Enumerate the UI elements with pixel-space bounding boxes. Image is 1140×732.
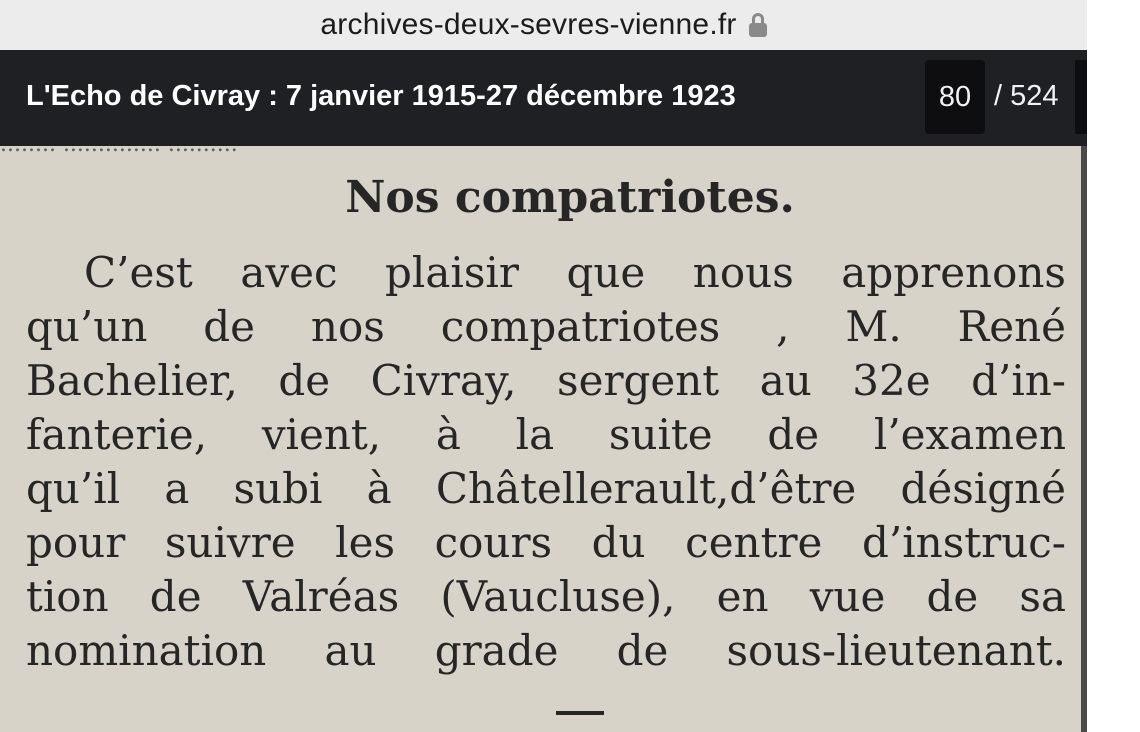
previous-article-bleed: ........ .............. ..........	[0, 132, 238, 157]
article-line: tion de Valréas (Vaucluse), en vue de sa	[26, 572, 1066, 621]
page-edge	[1081, 146, 1087, 732]
article-headline: Nos compatriotes.	[345, 172, 795, 223]
page-number-input[interactable]: 80	[925, 60, 985, 134]
browser-url-bar[interactable]	[0, 0, 1087, 50]
toolbar-edge	[1075, 60, 1087, 134]
article-line: fanterie, vient, à la suite de l’examen	[26, 410, 1066, 459]
article-line: qu’il a subi à Châtellerault,d’être désigné	[26, 464, 1066, 513]
newspaper-scan	[0, 132, 1087, 732]
article-line: nomination au grade de sous-lieutenant.	[26, 626, 1066, 675]
section-divider	[556, 711, 604, 715]
lock-icon	[749, 13, 767, 37]
document-title: L'Echo de Civray : 7 janvier 1915-27 décembre 1923	[26, 80, 736, 112]
article-line: qu’un de nos compatriotes , M. René	[26, 302, 1066, 351]
url-text[interactable]: archives-deux-sevres-vienne.fr	[320, 8, 737, 41]
article-body	[26, 246, 1066, 678]
article-line: pour suivre les cours du centre d’instruc-	[26, 518, 1066, 567]
page-total: / 524	[994, 80, 1059, 112]
article-line: Bachelier, de Civray, sergent au 32e d’in-	[26, 356, 1066, 405]
article-line: C’est avec plaisir que nous apprenons	[84, 248, 1066, 297]
